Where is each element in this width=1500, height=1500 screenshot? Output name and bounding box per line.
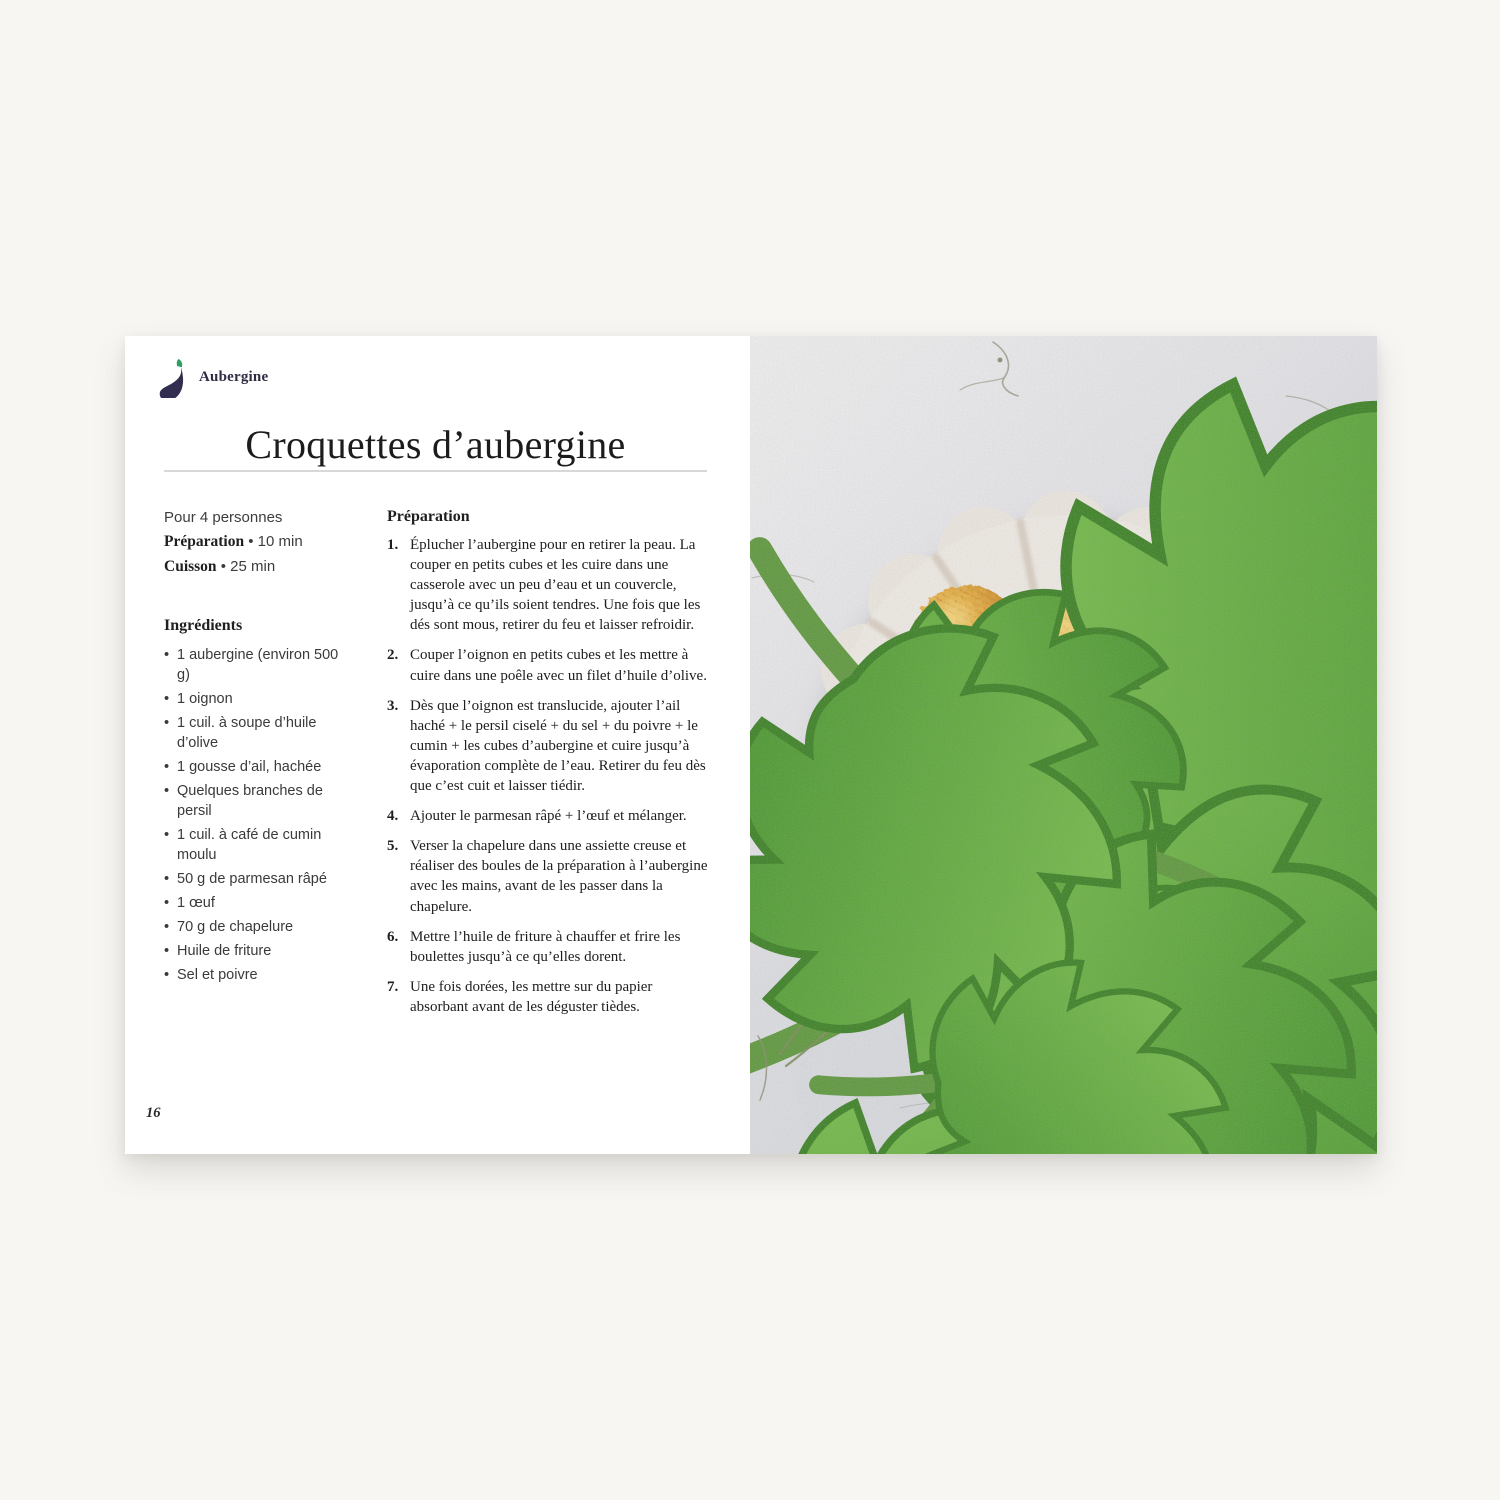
ingredient-item [164,917,342,937]
ingredient-text: Sel et poivre [177,967,258,984]
ingredient-text: 1 oignon [177,691,233,708]
ingredient-text: 70 g de chapelure [177,919,294,936]
ingredient-item [164,893,342,913]
ingredients-heading: Ingrédients [164,617,243,635]
ingredient-text: Huile de friture [177,943,272,960]
step-item [387,836,709,916]
meta-label: Cuisson [164,557,217,575]
step-text: Verser la chapelure dans une assiette creuse et réaliser des boules de la préparation à l’aubergine avec les mains, avant de les passer dans la chapelure. [410,838,708,915]
bullet: • [164,967,170,984]
bullet: • [164,783,170,800]
photo-grain-overlay [750,336,1377,1154]
step-number: 2. [387,647,399,664]
recipe-title: Croquettes d’aubergine [245,421,626,467]
ingredient-item [164,965,342,985]
step-number: 1. [387,537,399,553]
recipe-page [125,336,750,1154]
step-number: 4. [387,808,399,825]
category-label: Aubergine [199,368,269,385]
step-text: Dès que l’oignon est translucide, ajouter l’ail haché + le persil ciselé + du sel + du poivre + le cumin + les cubes d’aubergine et cuire jusqu’à évaporation complète de l’eau. Retirer du feu dès que c’est cuit et laisser tiédir. [410,697,706,795]
step-item [387,696,709,796]
step-text: Mettre l’huile de friture à chauffer et frire les boulettes jusqu’à ce qu’elles dorent. [410,928,681,965]
step-number: 6. [387,928,399,945]
bullet: • [164,647,170,664]
bullet: • [164,827,170,844]
eggplant-icon [155,356,189,398]
meta-label: Préparation [164,533,245,550]
meta-list [164,533,342,576]
bullet: • [164,895,170,912]
page-number: 16 [146,1105,161,1121]
bullet: • [164,943,170,960]
step-item [387,806,709,826]
ingredient-item [164,941,342,961]
step-text: Une fois dorées, les mettre sur du papier absorbant avant de les déguster tièdes. [410,978,653,1015]
recipe-steps-column [387,508,709,1027]
meta-value: • 25 min [220,557,276,575]
ingredient-text: 1 cuil. à café de cumin moulu [177,827,322,864]
step-text: Éplucher l’aubergine pour en retirer la peau. La couper en petits cubes et les cuire dans une casserole avec un peu d’eau et un couvercle, jusqu’à ce qu’ils soient tendres. Une fois que les dés sont mous, retirer du feu et laisser refroidir. [410,537,701,634]
meta-row [164,558,342,577]
ingredient-text: 1 gousse d’ail, hachée [177,759,322,776]
step-item [387,645,709,685]
ingredient-text: Quelques branches de persil [177,783,323,820]
photo-page [750,336,1377,1154]
step-item [387,977,709,1017]
ingredient-item [164,869,342,889]
ingredient-item [164,757,342,777]
bullet: • [164,715,170,732]
ingredient-item [164,645,342,685]
step-number: 5. [387,838,399,855]
step-number: 7. [387,978,399,995]
ingredient-item [164,781,342,821]
ingredient-text: 1 aubergine (environ 500 g) [177,647,339,684]
steps-list [387,535,709,1017]
bullet: • [164,691,170,708]
steps-heading: Préparation [387,508,470,525]
ingredient-item [164,689,342,709]
ingredient-text: 1 cuil. à soupe d’huile d’olive [177,715,317,752]
ingredient-item [164,713,342,753]
title-divider [164,470,707,472]
step-text: Ajouter le parmesan râpé + l’œuf et mélanger. [410,808,687,825]
step-item [387,535,709,635]
cookbook-spread [125,336,1377,1154]
step-number: 3. [387,697,399,714]
step-text: Couper l’oignon en petits cubes et les mettre à cuire dans une poêle avec un filet d’huile d’olive. [410,647,707,684]
recipe-meta-column [164,509,342,989]
category-tag [155,356,268,398]
step-item [387,927,709,967]
bullet: • [164,919,170,936]
croquettes-photo [750,336,1377,1154]
meta-value: • 10 min [248,533,303,550]
meta-row [164,533,342,552]
servings: Pour 4 personnes [164,509,283,526]
ingredient-text: 1 œuf [177,895,215,912]
ingredients-list [164,645,342,985]
bullet: • [164,871,170,888]
bullet: • [164,759,170,776]
ingredient-item [164,825,342,865]
ingredient-text: 50 g de parmesan râpé [177,871,327,888]
